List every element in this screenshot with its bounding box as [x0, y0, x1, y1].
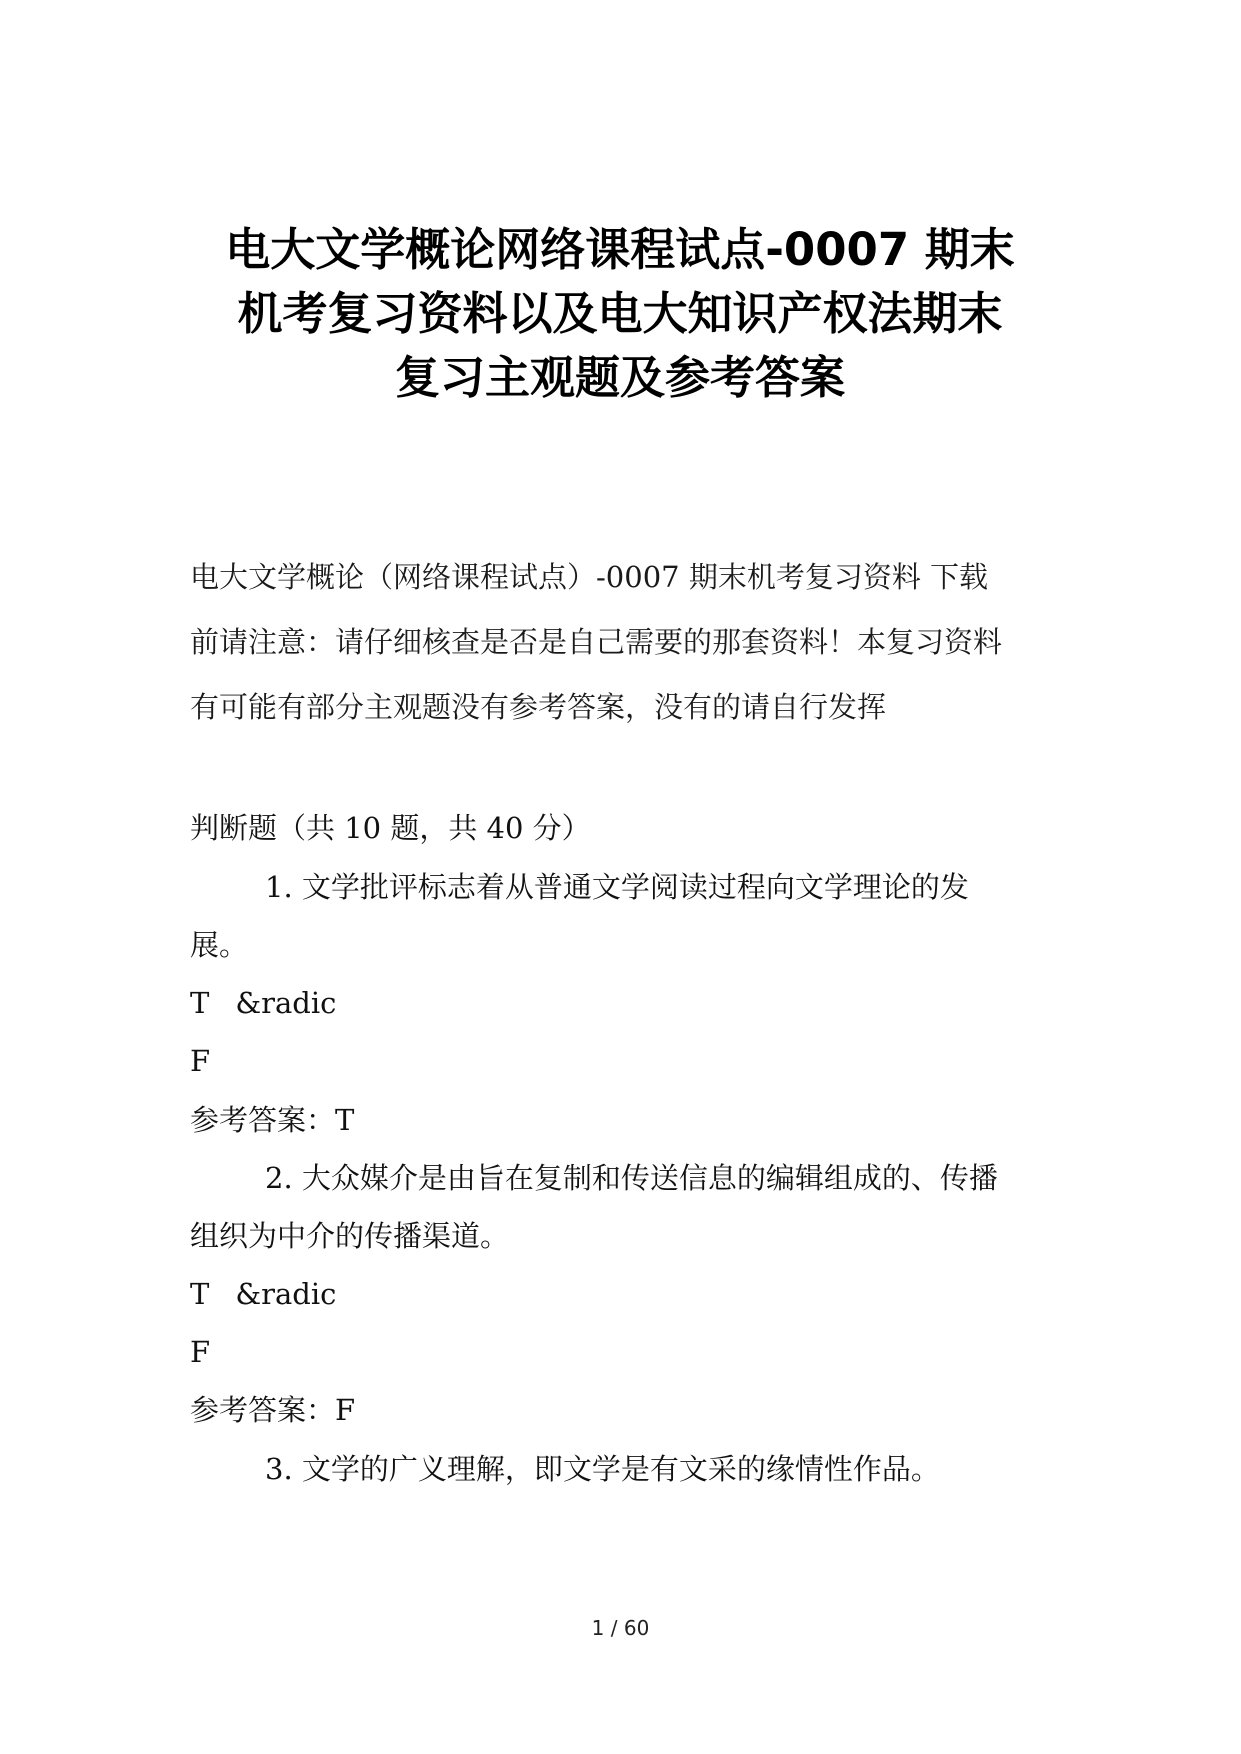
question-1-option-t [190, 983, 336, 1023]
section-heading: 判断题（共 10 题，共 40 分） [190, 811, 591, 845]
page-number: 1 / 60 [591, 1616, 650, 1640]
question-1-option-f: F [190, 1044, 211, 1078]
question-1-text-cont: 展。 [190, 928, 249, 962]
question-1-answer: 参考答案：T [190, 1103, 355, 1137]
title-line-2: 机考复习资料以及电大知识产权法期末 [237, 287, 1003, 340]
question-1-text: 1. 文学批评标志着从普通文学阅读过程向文学理论的发 [265, 870, 969, 904]
question-2-text: 2. 大众媒介是由旨在复制和传送信息的编辑组成的、传播 [265, 1161, 998, 1195]
document-title [190, 218, 1050, 410]
option-t-label: T [190, 986, 210, 1020]
option-t-mark: &radic [235, 986, 337, 1020]
question-2-answer: 参考答案：F [190, 1393, 356, 1427]
question-2-option-t [190, 1274, 336, 1314]
question-3-text: 3. 文学的广义理解，即文学是有文采的缘情性作品。 [265, 1452, 940, 1486]
title-line-1: 电大文学概论网络课程试点-0007 期末 [225, 223, 1015, 276]
question-2-text-cont: 组织为中介的传播渠道。 [190, 1219, 510, 1253]
title-line-3: 复习主观题及参考答案 [394, 351, 845, 404]
intro-line-1: 电大文学概论（网络课程试点）-0007 期末机考复习资料 下载 [190, 560, 989, 594]
option-t-label: T [190, 1277, 210, 1311]
question-2-option-f: F [190, 1335, 211, 1369]
intro-paragraph [190, 545, 1050, 740]
option-t-mark: &radic [235, 1277, 337, 1311]
intro-line-2: 前请注意：请仔细核查是否是自己需要的那套资料！本复习资料 [190, 625, 1003, 659]
intro-line-3: 有可能有部分主观题没有参考答案，没有的请自行发挥 [190, 690, 887, 724]
